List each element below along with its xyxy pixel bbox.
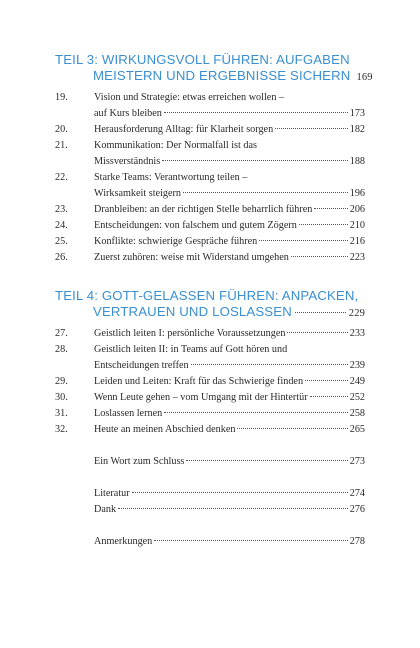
chapter-number: 25. [55,236,68,247]
page-number: 182 [349,124,365,135]
part-page-number: 229 [348,308,365,319]
entry-title: Anmerkungen [94,536,153,547]
chapter-title: Kommunikation: Der Normalfall ist das [94,140,257,151]
chapter-number: 20. [55,124,68,135]
part-4-heading [55,288,365,322]
dot-leader [186,460,347,461]
toc-entry-32[interactable] [55,422,365,438]
chapter-title: Herausforderung Alltag: für Klarheit sorgen [94,124,274,135]
chapter-number: 22. [55,172,68,183]
dot-leader [287,332,347,333]
chapter-title: Geistlich leiten I: persönliche Voraussetzungen [94,328,286,339]
toc-entry-closing-word[interactable] [55,454,365,470]
chapter-number: 24. [55,220,68,231]
dot-leader [164,412,348,413]
page-number: 210 [349,220,365,231]
toc-entry-literature[interactable] [55,486,365,502]
dot-leader [132,492,348,493]
entry-title: Ein Wort zum Schluss [94,456,185,467]
part-page-number: 169 [356,72,373,83]
page-number: 276 [349,504,365,515]
dot-leader [275,128,348,129]
chapter-title: Heute an meinen Abschied denken [94,424,236,435]
dot-leader [299,224,348,225]
toc-entry-30[interactable] [55,390,365,406]
page-number: 173 [349,108,365,119]
toc-entry-24[interactable] [55,218,365,234]
chapter-number: 19. [55,92,68,103]
page-number: 252 [349,392,365,403]
chapter-title: Zuerst zuhören: weise mit Widerstand umgehen [94,252,289,263]
part-title-line1: TEIL 3: WIRKUNGSVOLL FÜHREN: AUFGABEN [55,52,350,67]
entry-title: Literatur [94,488,130,499]
toc-entry-29[interactable] [55,374,365,390]
table-of-contents [55,52,373,550]
entry-title: Dank [94,504,117,515]
dot-leader [183,192,348,193]
toc-entry-19[interactable] [55,90,365,122]
chapter-number: 29. [55,376,68,387]
part-title-line1: TEIL 4: GOTT-GELASSEN FÜHREN: ANPACKEN, [55,288,359,303]
dot-leader [310,396,348,397]
page-number: 278 [349,536,365,547]
chapter-title: Loslassen lernen [94,408,163,419]
back-matter [55,438,365,550]
chapter-number: 27. [55,328,68,339]
chapter-number: 32. [55,424,68,435]
part-title-line2: VERTRAUEN UND LOSLASSEN [93,304,292,319]
chapter-number: 28. [55,344,68,355]
toc-entry-25[interactable] [55,234,365,250]
chapter-title: Wenn Leute gehen – vom Umgang mit der Hintertür [94,392,308,403]
dot-leader [305,380,348,381]
page-number: 274 [349,488,365,499]
toc-entry-20[interactable] [55,122,365,138]
part-3-heading [55,52,373,86]
chapter-title: Leiden und Leiten: Kraft für das Schwierige finden [94,376,304,387]
dot-leader [237,428,347,429]
page-number: 249 [349,376,365,387]
page-number: 216 [349,236,365,247]
page-number: 258 [349,408,365,419]
chapter-title: Konflikte: schwierige Gespräche führen [94,236,258,247]
dot-leader [191,364,348,365]
chapter-title: Vision und Strategie: etwas erreichen wollen – [94,92,285,103]
chapter-title-cont: Entscheidungen treffen [94,360,189,371]
page-number: 196 [349,188,365,199]
toc-entry-22[interactable] [55,170,365,202]
toc-entry-31[interactable] [55,406,365,422]
page-number: 239 [349,360,365,371]
dot-leader [118,508,348,509]
chapter-title: Starke Teams: Verantwortung teilen – [94,172,248,183]
chapter-title-cont: Wirksamkeit steigern [94,188,182,199]
page-number: 273 [349,456,365,467]
dot-leader [291,256,348,257]
page-number: 188 [349,156,365,167]
chapter-title: Geistlich leiten II: in Teams auf Gott hören und [94,344,288,355]
chapter-number: 26. [55,252,68,263]
page-number: 233 [349,328,365,339]
chapter-number: 30. [55,392,68,403]
part-title-line2: MEISTERN UND ERGEBNISSE SICHERN [93,68,351,83]
toc-entry-thanks[interactable] [55,502,365,518]
toc-entry-21[interactable] [55,138,365,170]
part-4-entries [55,326,365,438]
toc-entry-28[interactable] [55,342,365,374]
toc-entry-23[interactable] [55,202,365,218]
chapter-number: 31. [55,408,68,419]
toc-entry-notes[interactable] [55,534,365,550]
part-3-entries [55,90,365,266]
page-number: 223 [349,252,365,263]
toc-entry-26[interactable] [55,250,365,266]
page-number: 206 [349,204,365,215]
chapter-title-cont: Missverständnis [94,156,161,167]
dot-leader [314,208,347,209]
chapter-number: 23. [55,204,68,215]
chapter-title: Dranbleiben: an der richtigen Stelle beharrlich führen [94,204,313,215]
toc-entry-27[interactable] [55,326,365,342]
dot-leader [164,112,348,113]
dot-leader [162,160,348,161]
chapter-title: Entscheidungen: von falschem und gutem Zögern [94,220,297,231]
page-number: 265 [349,424,365,435]
chapter-title-cont: auf Kurs bleiben [94,108,162,119]
dot-leader [154,540,347,541]
chapter-number: 21. [55,140,68,151]
dot-leader [259,240,347,241]
dot-leader [295,312,346,313]
